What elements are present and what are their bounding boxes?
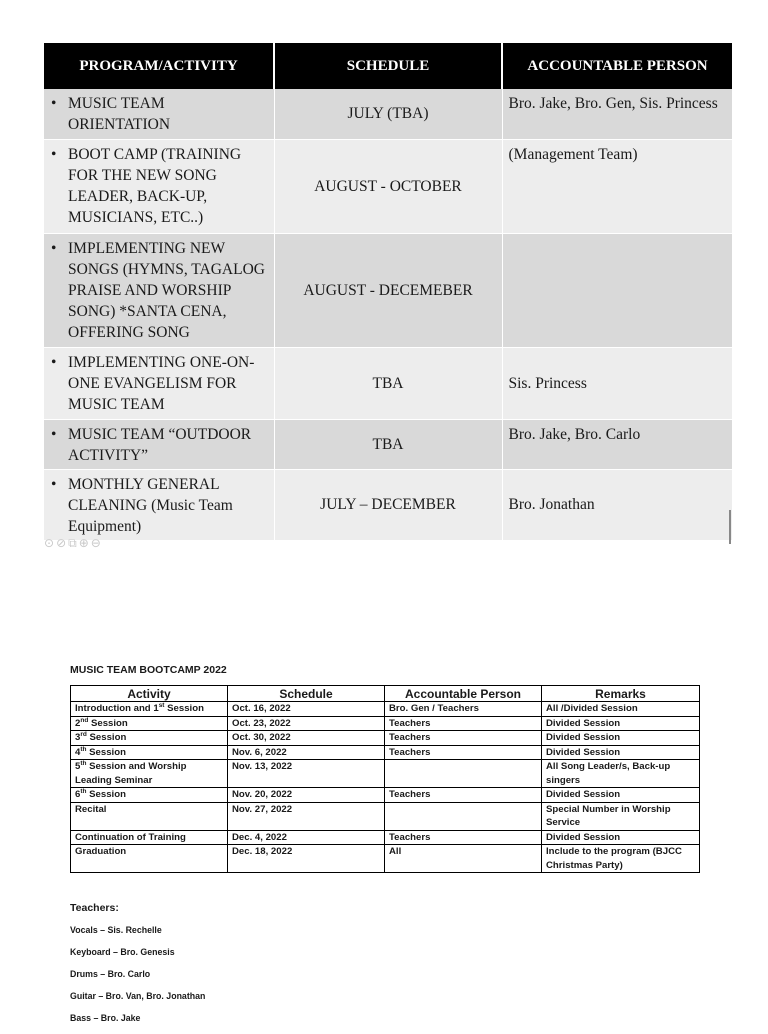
activity-text-suffix: Session bbox=[86, 732, 127, 743]
bootcamp-remarks-cell: All /Divided Session bbox=[542, 702, 700, 717]
activity-text-suffix: Session bbox=[164, 703, 204, 714]
schedule-cell: AUGUST - DECEMEBER bbox=[274, 233, 502, 347]
activity-cell bbox=[44, 139, 274, 233]
bullet-icon: • bbox=[51, 95, 57, 112]
faint-toolbar-icons bbox=[44, 536, 103, 551]
bootcamp-schedule-cell: Dec. 18, 2022 bbox=[228, 845, 385, 873]
bullet-icon: • bbox=[51, 475, 57, 493]
schedule-cell: AUGUST - OCTOBER bbox=[274, 139, 502, 233]
teacher-line: Vocals – Sis. Rechelle bbox=[70, 925, 162, 935]
bootcamp-row bbox=[71, 716, 700, 731]
program-row bbox=[44, 139, 732, 233]
bullet-icon: • bbox=[51, 239, 57, 257]
bootcamp-remarks-cell: Include to the program (BJCC Christmas Party) bbox=[542, 845, 700, 873]
activity-cell bbox=[44, 469, 274, 540]
activity-text: Introduction and 1 bbox=[75, 703, 159, 714]
accountable-cell: Bro. Jake, Bro. Carlo bbox=[502, 419, 732, 469]
bootcamp-activity-cell bbox=[71, 830, 228, 845]
ordinal-suffix: th bbox=[80, 787, 87, 795]
share-icon: ⊙ bbox=[44, 536, 57, 550]
schedule-cell: TBA bbox=[274, 419, 502, 469]
teachers-section bbox=[70, 902, 205, 1034]
bootcamp-accountable-cell: Teachers bbox=[385, 788, 542, 803]
teacher-line: Keyboard – Bro. Genesis bbox=[70, 947, 175, 957]
schedule-cell: JULY – DECEMBER bbox=[274, 469, 502, 540]
bootcamp-accountable-cell: All bbox=[385, 845, 542, 873]
bootcamp-row bbox=[71, 731, 700, 746]
ordinal-suffix: th bbox=[80, 745, 87, 753]
bootcamp-row bbox=[71, 802, 700, 830]
bootcamp-schedule-cell: Nov. 20, 2022 bbox=[228, 788, 385, 803]
header-schedule: SCHEDULE bbox=[274, 43, 502, 89]
bootcamp-schedule-cell: Nov. 27, 2022 bbox=[228, 802, 385, 830]
bootcamp-activity-cell bbox=[71, 702, 228, 717]
bootcamp-row bbox=[71, 745, 700, 760]
bootcamp-schedule-cell: Nov. 13, 2022 bbox=[228, 760, 385, 788]
bootcamp-remarks-cell: Divided Session bbox=[542, 716, 700, 731]
activity-text: IMPLEMENTING ONE-ON-ONE EVANGELISM FOR MUSIC TEAM bbox=[68, 353, 255, 413]
bootcamp-remarks-cell: Divided Session bbox=[542, 731, 700, 746]
copy-icon: ⧉ bbox=[68, 536, 79, 550]
accountable-cell: Bro. Jonathan bbox=[502, 469, 732, 540]
accountable-cell: (Management Team) bbox=[502, 139, 732, 233]
bootcamp-activity-cell bbox=[71, 716, 228, 731]
bootcamp-section bbox=[70, 664, 700, 873]
bootcamp-activity-cell bbox=[71, 802, 228, 830]
accountable-cell bbox=[502, 233, 732, 347]
activity-text: MUSIC TEAM “OUTDOOR ACTIVITY” bbox=[68, 425, 252, 464]
bootcamp-table-header bbox=[71, 686, 700, 702]
bootcamp-accountable-cell: Teachers bbox=[385, 716, 542, 731]
bootcamp-schedule-cell: Dec. 4, 2022 bbox=[228, 830, 385, 845]
bootcamp-remarks-cell: Divided Session bbox=[542, 788, 700, 803]
bullet-icon: • bbox=[51, 145, 57, 163]
activity-text-suffix: Session bbox=[86, 746, 126, 758]
activity-text: IMPLEMENTING NEW SONGS (HYMNS, TAGALOG PRAISE AND WORSHIP SONG) *SANTA CENA, OFFERING SONG bbox=[68, 239, 265, 341]
schedule-cell: TBA bbox=[274, 347, 502, 419]
teacher-line: Drums – Bro. Carlo bbox=[70, 969, 151, 979]
bootcamp-schedule-cell: Oct. 30, 2022 bbox=[228, 731, 385, 746]
schedule-cell: JULY (TBA) bbox=[274, 89, 502, 139]
activity-text: Graduation bbox=[75, 846, 127, 857]
header-remarks: Remarks bbox=[542, 686, 700, 702]
activity-text: BOOT CAMP (TRAINING FOR THE NEW SONG LEADER, BACK-UP, MUSICIANS, ETC..) bbox=[68, 145, 242, 226]
header-accountable-person: ACCOUNTABLE PERSON bbox=[502, 43, 732, 89]
header-activity: Activity bbox=[71, 686, 228, 702]
ordinal-suffix: th bbox=[80, 759, 87, 767]
teacher-line: Bass – Bro. Jake bbox=[70, 1013, 141, 1023]
bootcamp-remarks-cell: Special Number in Worship Service bbox=[542, 802, 700, 830]
bootcamp-accountable-cell: Teachers bbox=[385, 731, 542, 746]
bootcamp-schedule-cell: Oct. 16, 2022 bbox=[228, 702, 385, 717]
activity-text: 3 bbox=[75, 732, 81, 743]
bootcamp-remarks-cell: Divided Session bbox=[542, 830, 700, 845]
bootcamp-row bbox=[71, 788, 700, 803]
header-program-activity: PROGRAM/ACTIVITY bbox=[44, 43, 274, 89]
bootcamp-table-body bbox=[71, 702, 700, 873]
bootcamp-row bbox=[71, 845, 700, 873]
program-row bbox=[44, 347, 732, 419]
activity-cell bbox=[44, 233, 274, 347]
bootcamp-accountable-cell bbox=[385, 802, 542, 830]
edge-mark bbox=[729, 510, 731, 544]
ordinal-suffix: nd bbox=[80, 716, 89, 724]
bootcamp-row bbox=[71, 830, 700, 845]
program-table-header bbox=[44, 43, 732, 89]
program-row bbox=[44, 419, 732, 469]
zoom-icon: ⊕ bbox=[78, 536, 91, 550]
bullet-icon: • bbox=[51, 425, 57, 443]
activity-text: MONTHLY GENERAL CLEANING (Music Team Equipment) bbox=[68, 475, 233, 535]
bootcamp-schedule-cell: Oct. 23, 2022 bbox=[228, 716, 385, 731]
activity-text-suffix: Session and Worship Leading Seminar bbox=[75, 761, 187, 786]
teachers-heading: Teachers: bbox=[70, 902, 119, 914]
bootcamp-remarks-cell: All Song Leader/s, Back-up singers bbox=[542, 760, 700, 788]
bootcamp-activity-cell bbox=[71, 788, 228, 803]
program-row bbox=[44, 233, 732, 347]
bootcamp-activity-cell bbox=[71, 731, 228, 746]
bootcamp-title: MUSIC TEAM BOOTCAMP 2022 bbox=[70, 664, 227, 676]
program-row bbox=[44, 469, 732, 540]
header-accountable-person: Accountable Person bbox=[385, 686, 542, 702]
edit-icon: ⊘ bbox=[56, 536, 69, 550]
ordinal-suffix: st bbox=[158, 701, 165, 709]
program-table bbox=[44, 43, 732, 541]
bootcamp-row bbox=[71, 702, 700, 717]
header-schedule: Schedule bbox=[228, 686, 385, 702]
accountable-cell: Bro. Jake, Bro. Gen, Sis. Princess bbox=[502, 89, 732, 139]
program-row bbox=[44, 89, 732, 139]
accountable-cell: Sis. Princess bbox=[502, 347, 732, 419]
bootcamp-activity-cell bbox=[71, 745, 228, 760]
bootcamp-activity-cell bbox=[71, 845, 228, 873]
activity-cell bbox=[44, 419, 274, 469]
activity-text-suffix: Session bbox=[88, 717, 128, 729]
activity-text: 6 bbox=[75, 789, 81, 800]
more-icon: ⊖ bbox=[90, 536, 103, 550]
bootcamp-activity-cell bbox=[71, 760, 228, 788]
activity-text: 4 bbox=[75, 746, 81, 758]
activity-text: 2 bbox=[75, 717, 81, 729]
bootcamp-accountable-cell: Teachers bbox=[385, 745, 542, 760]
bullet-icon: • bbox=[51, 353, 57, 371]
bootcamp-schedule-cell: Nov. 6, 2022 bbox=[228, 745, 385, 760]
activity-text: MUSIC TEAM ORIENTATION bbox=[68, 95, 171, 133]
bootcamp-row bbox=[71, 760, 700, 788]
activity-cell bbox=[44, 89, 274, 139]
activity-text: Continuation of Training bbox=[75, 831, 186, 843]
bootcamp-remarks-cell: Divided Session bbox=[542, 745, 700, 760]
activity-text: 5 bbox=[75, 761, 81, 772]
bootcamp-table bbox=[70, 685, 700, 873]
teacher-line: Guitar – Bro. Van, Bro. Jonathan bbox=[70, 991, 206, 1001]
bootcamp-accountable-cell bbox=[385, 760, 542, 788]
bootcamp-accountable-cell: Bro. Gen / Teachers bbox=[385, 702, 542, 717]
activity-cell bbox=[44, 347, 274, 419]
ordinal-suffix: rd bbox=[80, 730, 87, 738]
activity-text: Recital bbox=[75, 803, 107, 815]
activity-text-suffix: Session bbox=[86, 789, 126, 800]
program-table-section bbox=[44, 43, 732, 541]
bootcamp-accountable-cell: Teachers bbox=[385, 830, 542, 845]
